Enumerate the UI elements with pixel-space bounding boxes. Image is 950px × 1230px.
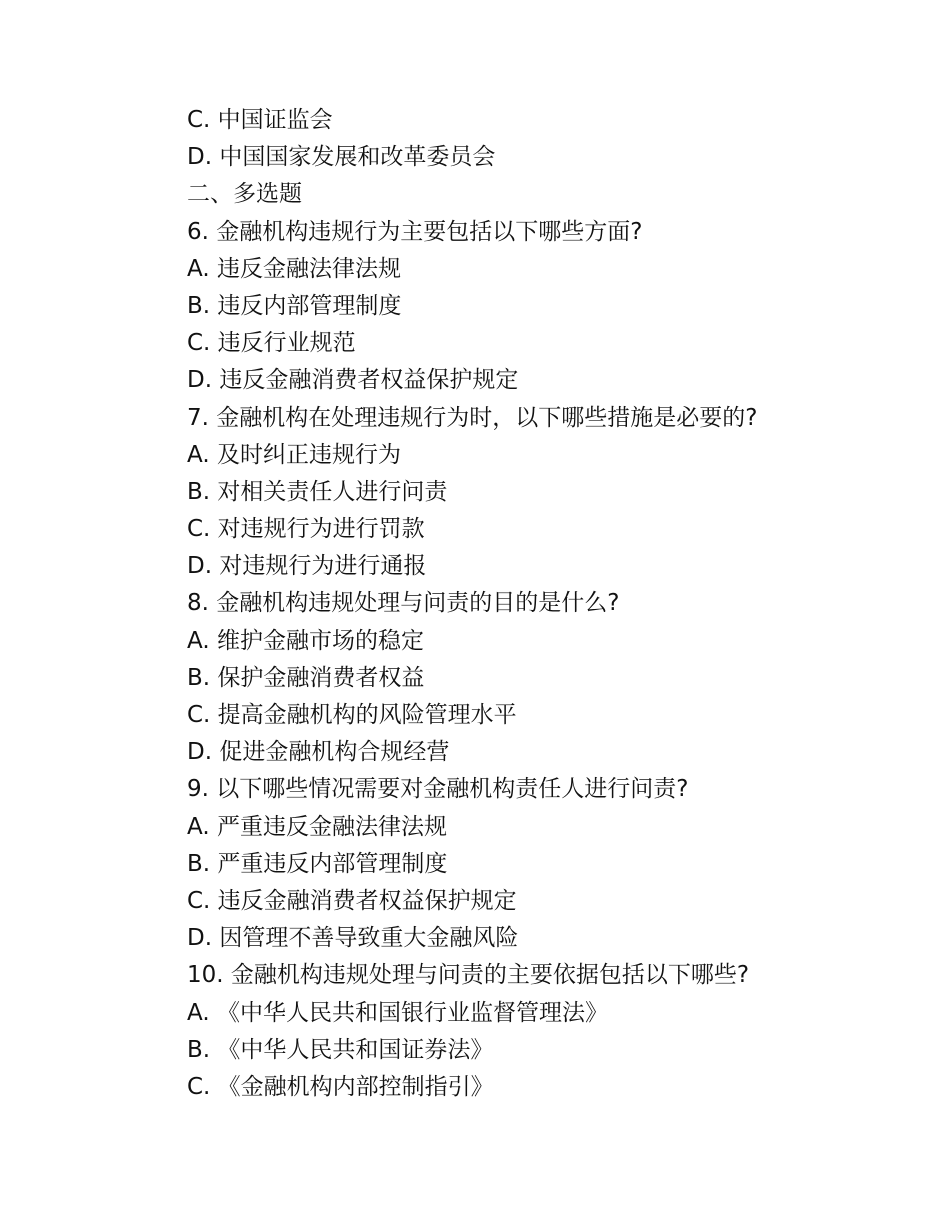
option-line: A. 《中华人民共和国银行业监督管理法》 xyxy=(187,999,608,1026)
option-line: B. 保护金融消费者权益 xyxy=(187,664,425,691)
option-line: A. 严重违反金融法律法规 xyxy=(187,813,447,840)
option-line: C. 违反行业规范 xyxy=(187,330,356,357)
option-line: A. 违反金融法律法规 xyxy=(187,255,401,282)
option-line: C. 提高金融机构的风险管理水平 xyxy=(187,702,517,728)
option-line: D. 违反金融消费者权益保护规定 xyxy=(187,367,519,394)
option-line: B. 严重违反内部管理制度 xyxy=(187,850,448,877)
question-line: 8. 金融机构违规处理与问责的目的是什么? xyxy=(187,590,620,617)
document-body xyxy=(187,102,887,1106)
option-line: B. 对相关责任人进行问责 xyxy=(187,478,448,505)
option-line: C. 中国证监会 xyxy=(187,107,333,133)
option-line: B. 《中华人民共和国证券法》 xyxy=(187,1036,494,1063)
question-line: 7. 金融机构在处理违规行为时，以下哪些措施是必要的? xyxy=(187,404,758,431)
question-line: 9. 以下哪些情况需要对金融机构责任人进行问责? xyxy=(187,776,689,803)
option-line: C. 违反金融消费者权益保护规定 xyxy=(187,887,517,914)
option-line: D. 对违规行为进行通报 xyxy=(187,553,427,580)
option-line: C. 《金融机构内部控制指引》 xyxy=(187,1073,494,1100)
option-line: C. 对违规行为进行罚款 xyxy=(187,516,425,543)
option-line: D. 促进金融机构合规经营 xyxy=(187,739,450,766)
option-line: B. 违反内部管理制度 xyxy=(187,292,402,319)
question-line: 6. 金融机构违规行为主要包括以下哪些方面? xyxy=(187,218,643,245)
option-line: D. 因管理不善导致重大金融风险 xyxy=(187,925,519,952)
section-heading: 二、多选题 xyxy=(187,181,302,208)
option-line: A. 维护金融市场的稳定 xyxy=(187,627,424,654)
question-line: 10. 金融机构违规处理与问责的主要依据包括以下哪些? xyxy=(187,962,750,989)
option-line: D. 中国国家发展和改革委员会 xyxy=(187,144,496,171)
option-line: A. 及时纠正违规行为 xyxy=(187,441,401,468)
